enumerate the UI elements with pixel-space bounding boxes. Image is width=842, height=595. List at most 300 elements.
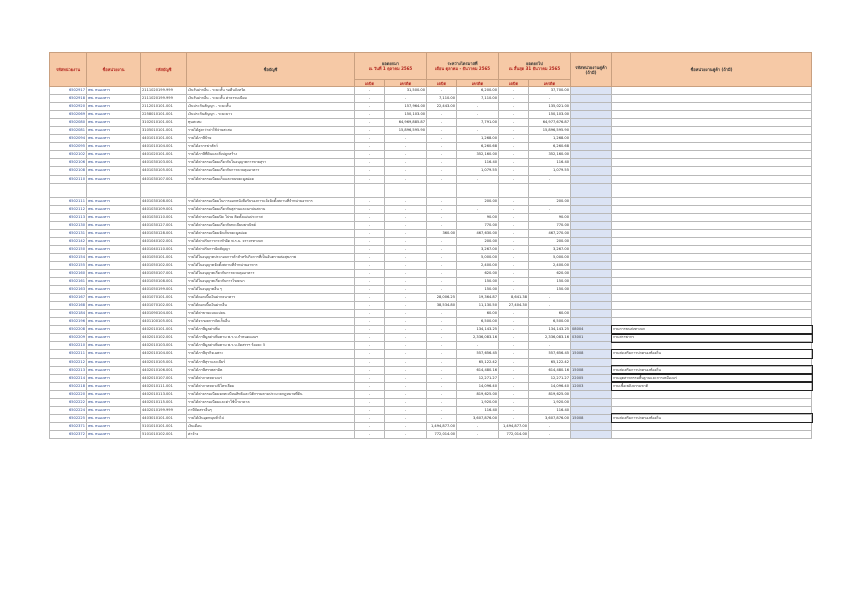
movement-debit-cell: - bbox=[427, 342, 457, 350]
opening-credit-cell: 31,500.00 bbox=[385, 87, 427, 95]
account-code-cell: 4402010111.001 bbox=[141, 382, 187, 390]
unit-name-cell: พพ. หนองหาร bbox=[87, 382, 141, 390]
partner-name-cell bbox=[612, 398, 812, 406]
movement-debit-cell: - bbox=[427, 87, 457, 95]
table-row bbox=[50, 205, 812, 213]
table-row bbox=[50, 414, 812, 422]
account-name-cell: รายได้ค่าธรรมเนียมในการออกหนังสือรับรองการแจ้งจัดตั้งสถานที่จำหน่ายอาหาร bbox=[187, 197, 355, 205]
account-code-cell: 4401040110.001 bbox=[141, 245, 187, 253]
account-name-cell: รายได้ค่าธรรมเนียมจัดเก็บขยะมูลฝอย bbox=[187, 229, 355, 237]
closing-credit-cell: - bbox=[529, 422, 571, 430]
account-name-cell: รายได้ดอกเบี้ยเงินฝากอื่น bbox=[187, 302, 355, 310]
account-code-cell: 4401030107.001 bbox=[141, 175, 187, 183]
partner-code-cell bbox=[571, 167, 612, 175]
account-name-cell: รายได้ค่าธรรมเนียมเกี่ยวกับการควบคุมอาคาร bbox=[187, 167, 355, 175]
partner-code-cell bbox=[571, 310, 612, 318]
table-row bbox=[50, 382, 812, 390]
account-code-cell: 4401070102.001 bbox=[141, 302, 187, 310]
partner-code-cell bbox=[571, 358, 612, 366]
unit-name-cell: พพ. หนองหาร bbox=[87, 342, 141, 350]
opening-credit-cell: - bbox=[385, 350, 427, 358]
opening-credit-cell: 15,896,595.90 bbox=[385, 127, 427, 135]
closing-credit-cell: 6,500.00 bbox=[529, 318, 571, 326]
partner-name-cell bbox=[612, 342, 812, 350]
closing-debit-cell: - bbox=[499, 175, 529, 183]
account-code-cell bbox=[141, 183, 187, 197]
unit-code-cell: 6502210 bbox=[50, 342, 87, 350]
table-row bbox=[50, 269, 812, 277]
table-row bbox=[50, 111, 812, 119]
account-name-cell: รายได้ภาษีธุรกิจเฉพาะ bbox=[187, 350, 355, 358]
closing-debit-cell: - bbox=[499, 87, 529, 95]
unit-name-cell: พพ. หนองหาร bbox=[87, 95, 141, 103]
partner-code-cell: 22005 bbox=[571, 374, 612, 382]
opening-debit-cell: - bbox=[355, 302, 385, 310]
unit-name-cell: พพ. หนองหาร bbox=[87, 414, 141, 422]
partner-code-cell: 08004 bbox=[571, 326, 612, 334]
partner-code-cell bbox=[571, 111, 612, 119]
movement-credit-cell: - bbox=[457, 342, 499, 350]
account-name-cell: เงินรับฝากอื่น - ระยะสั้น รอคืนจังหวัด bbox=[187, 87, 355, 95]
header-closing bbox=[499, 53, 571, 80]
movement-credit-cell: 614,480.16 bbox=[457, 366, 499, 374]
table-row bbox=[50, 350, 812, 358]
closing-credit-cell: 3,607,876.00 bbox=[529, 414, 571, 422]
opening-debit-cell: - bbox=[355, 326, 385, 334]
header-closing-period: ณ สิ้นสุด 31 ธันวาคม 2565 bbox=[508, 66, 561, 71]
movement-credit-cell: 2,400.00 bbox=[457, 261, 499, 269]
unit-code-cell: 6502918 bbox=[50, 95, 87, 103]
unit-name-cell: พพ. หนองหาร bbox=[87, 127, 141, 135]
movement-debit-cell: - bbox=[427, 358, 457, 366]
closing-debit-cell: - bbox=[499, 221, 529, 229]
account-name-cell: เงินเดือน bbox=[187, 422, 355, 430]
movement-credit-cell: 1,268.00 bbox=[457, 135, 499, 143]
unit-name-cell: พพ. หนองหาร bbox=[87, 103, 141, 111]
unit-name-cell: พพ. หนองหาร bbox=[87, 310, 141, 318]
account-code-cell: 2111020199.999 bbox=[141, 87, 187, 95]
account-code-cell: 4401100105.001 bbox=[141, 318, 187, 326]
account-code-cell: 4401050199.001 bbox=[141, 286, 187, 294]
closing-debit-cell: - bbox=[499, 366, 529, 374]
unit-code-cell: 6502917 bbox=[50, 87, 87, 95]
unit-code-cell: 6502218 bbox=[50, 382, 87, 390]
movement-debit-cell: - bbox=[427, 253, 457, 261]
movement-credit-cell: 116.40 bbox=[457, 159, 499, 167]
unit-name-cell: พพ. หนองหาร bbox=[87, 350, 141, 358]
account-name-cell: รายได้ใบอนุญาตเกี่ยวกับการควบคุมอาคาร bbox=[187, 269, 355, 277]
account-name-cell: ภาษีจัดสรรอื่นๆ bbox=[187, 406, 355, 414]
movement-debit-cell: - bbox=[427, 398, 457, 406]
unit-name-cell: พพ. หนองหาร bbox=[87, 294, 141, 302]
movement-debit-cell: - bbox=[427, 245, 457, 253]
table-row bbox=[50, 245, 812, 253]
account-name-cell: รายได้ค่าปรับการผิดสัญญา bbox=[187, 245, 355, 253]
partner-name-cell bbox=[612, 390, 812, 398]
unit-code-cell: 6502102 bbox=[50, 151, 87, 159]
header-unit-code: รหัสหน่วยงาน bbox=[50, 53, 87, 87]
closing-debit-cell: - bbox=[499, 398, 529, 406]
opening-credit-cell: - bbox=[385, 261, 427, 269]
account-name-cell: รายได้ภาษีมูลค่าเพิ่มตาม พ.ร.บ.กำหนดแผนฯ bbox=[187, 334, 355, 342]
closing-debit-cell: - bbox=[499, 159, 529, 167]
opening-credit-cell: 157,964.00 bbox=[385, 103, 427, 111]
unit-name-cell: พพ. หนองหาร bbox=[87, 167, 141, 175]
account-name-cell: ทุนสะสม bbox=[187, 119, 355, 127]
account-name-cell: รายได้ค่าธรรมเนียมเกี่ยวกับทะเบียนพาณิชย์ bbox=[187, 221, 355, 229]
closing-credit-cell: 1,268.00 bbox=[529, 135, 571, 143]
movement-debit-cell: - bbox=[427, 111, 457, 119]
movement-credit-cell: 7,791.00 bbox=[457, 119, 499, 127]
closing-credit-cell: 770.00 bbox=[529, 221, 571, 229]
opening-debit-cell: - bbox=[355, 95, 385, 103]
closing-debit-cell: - bbox=[499, 318, 529, 326]
opening-debit-cell bbox=[355, 183, 385, 197]
closing-debit-cell: - bbox=[499, 151, 529, 159]
unit-name-cell: พพ. หนองหาร bbox=[87, 406, 141, 414]
opening-credit-cell: - bbox=[385, 167, 427, 175]
movement-debit-cell: - bbox=[427, 167, 457, 175]
closing-debit-cell: - bbox=[499, 286, 529, 294]
opening-credit-cell: - bbox=[385, 159, 427, 167]
opening-debit-cell: - bbox=[355, 245, 385, 253]
unit-name-cell: พพ. หนองหาร bbox=[87, 358, 141, 366]
table-row bbox=[50, 135, 812, 143]
unit-name-cell: พพ. หนองหาร bbox=[87, 253, 141, 261]
opening-debit-cell: - bbox=[355, 229, 385, 237]
account-name-cell: รายได้ภาษีสรรพสามิต bbox=[187, 366, 355, 374]
closing-credit-cell: - bbox=[529, 430, 571, 438]
partner-code-cell bbox=[571, 286, 612, 294]
movement-debit-cell: - bbox=[427, 326, 457, 334]
closing-debit-cell: - bbox=[499, 310, 529, 318]
closing-debit-cell: - bbox=[499, 95, 529, 103]
opening-debit-cell: - bbox=[355, 374, 385, 382]
opening-credit-cell: - bbox=[385, 253, 427, 261]
account-name-cell: รายได้ใบอนุญาตอื่น ๆ bbox=[187, 286, 355, 294]
opening-debit-cell: - bbox=[355, 286, 385, 294]
closing-debit-cell: - bbox=[499, 406, 529, 414]
unit-name-cell: พพ. หนองหาร bbox=[87, 143, 141, 151]
opening-credit-cell: - bbox=[385, 422, 427, 430]
account-name-cell: รายได้อากรฆ่าสัตว์ bbox=[187, 143, 355, 151]
partner-name-cell bbox=[612, 111, 812, 119]
unit-name-cell: พพ. หนองหาร bbox=[87, 398, 141, 406]
movement-credit-cell: 90.00 bbox=[457, 213, 499, 221]
account-code-cell: 5101010101.001 bbox=[141, 422, 187, 430]
account-code-cell: 4401090104.001 bbox=[141, 310, 187, 318]
opening-debit-cell: - bbox=[355, 398, 385, 406]
partner-name-cell bbox=[612, 103, 812, 111]
opening-debit-cell: - bbox=[355, 197, 385, 205]
opening-debit-cell: - bbox=[355, 310, 385, 318]
header-opening bbox=[355, 53, 427, 80]
partner-name-cell bbox=[612, 95, 812, 103]
opening-debit-cell: - bbox=[355, 151, 385, 159]
movement-debit-cell: - bbox=[427, 350, 457, 358]
partner-code-cell bbox=[571, 151, 612, 159]
closing-credit-cell: 64,977,676.87 bbox=[529, 119, 571, 127]
unit-name-cell: พพ. หนองหาร bbox=[87, 422, 141, 430]
partner-name-cell: กรมสรรพากร bbox=[612, 334, 812, 342]
opening-credit-cell: - bbox=[385, 95, 427, 103]
partner-code-cell bbox=[571, 390, 612, 398]
account-code-cell: 4401010101.001 bbox=[141, 135, 187, 143]
closing-credit-cell: - bbox=[529, 302, 571, 310]
closing-debit-cell: - bbox=[499, 167, 529, 175]
unit-name-cell: พพ. หนองหาร bbox=[87, 229, 141, 237]
closing-credit-cell: 150,103.00 bbox=[529, 111, 571, 119]
opening-debit-cell: - bbox=[355, 358, 385, 366]
unit-code-cell: 6502167 bbox=[50, 294, 87, 302]
closing-debit-cell: - bbox=[499, 253, 529, 261]
header-opening-debit: เดบิต bbox=[355, 80, 385, 87]
partner-name-cell: กรมส่งเสริมการปกครองท้องถิ่น bbox=[612, 350, 812, 358]
movement-debit-cell: - bbox=[427, 310, 457, 318]
unit-code-cell: 6502209 bbox=[50, 334, 87, 342]
movement-credit-cell: 65,122.42 bbox=[457, 358, 499, 366]
closing-credit-cell: 65,122.42 bbox=[529, 358, 571, 366]
closing-credit-cell: - bbox=[529, 342, 571, 350]
unit-name-cell: พพ. หนองหาร bbox=[87, 197, 141, 205]
header-movement-credit: เครดิต bbox=[457, 80, 499, 87]
closing-credit-cell: 12,271.27 bbox=[529, 374, 571, 382]
movement-debit-cell: - bbox=[427, 127, 457, 135]
opening-debit-cell: - bbox=[355, 382, 385, 390]
unit-name-cell: พพ. หนองหาร bbox=[87, 318, 141, 326]
partner-name-cell: กรมส่งเสริมการปกครองท้องถิ่น bbox=[612, 414, 812, 422]
account-code-cell: 4401050108.001 bbox=[141, 278, 187, 286]
opening-credit-cell: - bbox=[385, 358, 427, 366]
closing-credit-cell: 6,260.68 bbox=[529, 143, 571, 151]
header-account-code: รหัสบัญชี bbox=[141, 53, 187, 87]
account-name-cell: รายได้ใบอนุญาตจัดตั้งสถานที่จำหน่ายอาหาร bbox=[187, 261, 355, 269]
account-name-cell: รายได้ภาษีที่ดินและสิ่งปลูกสร้าง bbox=[187, 151, 355, 159]
movement-debit-cell: - bbox=[427, 334, 457, 342]
partner-name-cell: กรมอุตสาหกรรมพื้นฐานและการเหมืองแร่ bbox=[612, 374, 812, 382]
unit-code-cell bbox=[50, 183, 87, 197]
partner-name-cell bbox=[612, 286, 812, 294]
closing-debit-cell: - bbox=[499, 127, 529, 135]
opening-debit-cell: - bbox=[355, 205, 385, 213]
account-name-cell: เงินประกันสัญญา - ระยะยาว bbox=[187, 111, 355, 119]
partner-code-cell: 12003 bbox=[571, 382, 612, 390]
opening-credit-cell: - bbox=[385, 382, 427, 390]
table-row bbox=[50, 127, 812, 135]
closing-debit-cell: - bbox=[499, 237, 529, 245]
account-code-cell: 4401030127.001 bbox=[141, 221, 187, 229]
movement-debit-cell: - bbox=[427, 278, 457, 286]
closing-debit-cell bbox=[499, 183, 529, 197]
partner-name-cell bbox=[612, 310, 812, 318]
closing-debit-cell: - bbox=[499, 334, 529, 342]
account-name-cell: รายได้ภาษีสุราและเบียร์ bbox=[187, 358, 355, 366]
movement-credit-cell: 2,336,083.16 bbox=[457, 334, 499, 342]
account-name-cell: รายได้ภาษีป้าย bbox=[187, 135, 355, 143]
movement-debit-cell: - bbox=[427, 406, 457, 414]
account-code-cell: 4401030103.001 bbox=[141, 159, 187, 167]
account-name-cell: ค่าจ้าง bbox=[187, 430, 355, 438]
movement-credit-cell: 352,160.00 bbox=[457, 151, 499, 159]
opening-debit-cell: - bbox=[355, 261, 385, 269]
opening-credit-cell: - bbox=[385, 205, 427, 213]
account-name-cell: รายได้ใบอนุญาตเกี่ยวกับการโฆษณา bbox=[187, 278, 355, 286]
closing-debit-cell: 1,494,877.00 bbox=[499, 422, 529, 430]
closing-credit-cell: 1,079.55 bbox=[529, 167, 571, 175]
table-row bbox=[50, 334, 812, 342]
opening-credit-cell: - bbox=[385, 318, 427, 326]
movement-debit-cell: - bbox=[427, 269, 457, 277]
account-code-cell: 4403010101.001 bbox=[141, 414, 187, 422]
account-code-cell: 4401050102.001 bbox=[141, 261, 187, 269]
unit-name-cell bbox=[87, 183, 141, 197]
movement-debit-cell: - bbox=[427, 286, 457, 294]
movement-credit-cell: 770.00 bbox=[457, 221, 499, 229]
unit-code-cell: 6502130 bbox=[50, 221, 87, 229]
closing-debit-cell: - bbox=[499, 382, 529, 390]
opening-debit-cell: - bbox=[355, 87, 385, 95]
closing-debit-cell: - bbox=[499, 269, 529, 277]
opening-credit-cell: - bbox=[385, 286, 427, 294]
movement-credit-cell: 5,000.00 bbox=[457, 253, 499, 261]
movement-debit-cell: - bbox=[427, 414, 457, 422]
partner-code-cell bbox=[571, 278, 612, 286]
unit-code-cell: 6502224 bbox=[50, 406, 87, 414]
opening-credit-cell: 150,103.00 bbox=[385, 111, 427, 119]
opening-credit-cell: - bbox=[385, 213, 427, 221]
closing-credit-cell: 352,160.00 bbox=[529, 151, 571, 159]
movement-credit-cell: 134,143.25 bbox=[457, 326, 499, 334]
unit-code-cell: 6502184 bbox=[50, 310, 87, 318]
partner-name-cell bbox=[612, 197, 812, 205]
closing-credit-cell bbox=[529, 183, 571, 197]
partner-name-cell bbox=[612, 229, 812, 237]
closing-credit-cell: 135,021.00 bbox=[529, 103, 571, 111]
movement-debit-cell: 38,534.80 bbox=[427, 302, 457, 310]
movement-credit-cell: - bbox=[457, 430, 499, 438]
partner-code-cell bbox=[571, 87, 612, 95]
opening-debit-cell: - bbox=[355, 430, 385, 438]
movement-credit-cell: 1,079.55 bbox=[457, 167, 499, 175]
closing-credit-cell: 2,336,083.16 bbox=[529, 334, 571, 342]
partner-name-cell bbox=[612, 167, 812, 175]
unit-code-cell: 6502106 bbox=[50, 159, 87, 167]
unit-code-cell: 6502112 bbox=[50, 205, 87, 213]
movement-debit-cell: 22,443.00 bbox=[427, 103, 457, 111]
opening-credit-cell: - bbox=[385, 229, 427, 237]
movement-credit-cell bbox=[457, 183, 499, 197]
movement-credit-cell: 19,364.87 bbox=[457, 294, 499, 302]
movement-debit-cell: - bbox=[427, 390, 457, 398]
table-row bbox=[50, 229, 812, 237]
unit-name-cell: พพ. หนองหาร bbox=[87, 205, 141, 213]
closing-credit-cell: 60.00 bbox=[529, 310, 571, 318]
opening-debit-cell: - bbox=[355, 103, 385, 111]
closing-credit-cell: - bbox=[529, 205, 571, 213]
opening-debit-cell: - bbox=[355, 127, 385, 135]
account-name-cell: รายได้ค่าธรรมเนียมจดทะเบียนสิทธิและนิติกรรมตามประมวลกฎหมายที่ดิน bbox=[187, 390, 355, 398]
partner-code-cell bbox=[571, 430, 612, 438]
table-row bbox=[50, 237, 812, 245]
closing-credit-cell: 116.40 bbox=[529, 406, 571, 414]
account-name-cell: รายได้ค่าภาคหลวงปิโตรเลียม bbox=[187, 382, 355, 390]
opening-credit-cell: - bbox=[385, 374, 427, 382]
opening-credit-cell: - bbox=[385, 175, 427, 183]
partner-code-cell: 15008 bbox=[571, 414, 612, 422]
unit-code-cell: 6502110 bbox=[50, 175, 87, 183]
partner-code-cell bbox=[571, 318, 612, 326]
account-code-cell: 4402010102.001 bbox=[141, 334, 187, 342]
unit-name-cell: พพ. หนองหาร bbox=[87, 326, 141, 334]
table-row bbox=[50, 159, 812, 167]
partner-code-cell bbox=[571, 213, 612, 221]
opening-debit-cell: - bbox=[355, 318, 385, 326]
account-code-cell: 4401030109.001 bbox=[141, 205, 187, 213]
closing-debit-cell: - bbox=[499, 135, 529, 143]
unit-name-cell: พพ. หนองหาร bbox=[87, 237, 141, 245]
account-name-cell: รายได้ค่าปรับการกระทำผิด พ.ร.บ. จราจรทางบก bbox=[187, 237, 355, 245]
opening-credit-cell: - bbox=[385, 366, 427, 374]
unit-code-cell: 6502196 bbox=[50, 318, 87, 326]
opening-credit-cell: - bbox=[385, 398, 427, 406]
closing-debit-cell: - bbox=[499, 143, 529, 151]
table-row bbox=[50, 167, 812, 175]
unit-code-cell: 6502168 bbox=[50, 302, 87, 310]
movement-debit-cell: 1,494,877.00 bbox=[427, 422, 457, 430]
unit-code-cell: 6502150 bbox=[50, 245, 87, 253]
closing-debit-cell: - bbox=[499, 245, 529, 253]
unit-code-cell: 6502161 bbox=[50, 278, 87, 286]
closing-credit-cell: 1,920.00 bbox=[529, 398, 571, 406]
table-row bbox=[50, 221, 812, 229]
movement-debit-cell: 360.00 bbox=[427, 229, 457, 237]
unit-name-cell: พพ. หนองหาร bbox=[87, 366, 141, 374]
opening-credit-cell: - bbox=[385, 143, 427, 151]
partner-code-cell bbox=[571, 422, 612, 430]
partner-code-cell bbox=[571, 253, 612, 261]
partner-name-cell bbox=[612, 237, 812, 245]
account-name-cell bbox=[187, 183, 355, 197]
movement-credit-cell: 3,607,876.00 bbox=[457, 414, 499, 422]
closing-debit-cell: - bbox=[499, 197, 529, 205]
partner-code-cell bbox=[571, 294, 612, 302]
partner-name-cell bbox=[612, 159, 812, 167]
header-movement bbox=[427, 53, 499, 80]
table-row bbox=[50, 390, 812, 398]
unit-name-cell: พพ. หนองหาร bbox=[87, 213, 141, 221]
table-row bbox=[50, 151, 812, 159]
unit-code-cell: 6502094 bbox=[50, 135, 87, 143]
unit-name-cell: พพ. หนองหาร bbox=[87, 390, 141, 398]
closing-debit-cell: - bbox=[499, 414, 529, 422]
partner-code-cell bbox=[571, 237, 612, 245]
table-row bbox=[50, 366, 812, 374]
trial-balance-sheet bbox=[49, 52, 811, 439]
unit-code-cell: 6502372 bbox=[50, 430, 87, 438]
opening-credit-cell: - bbox=[385, 430, 427, 438]
opening-credit-cell: - bbox=[385, 237, 427, 245]
unit-name-cell: พพ. หนองหาร bbox=[87, 278, 141, 286]
unit-name-cell: พพ. หนองหาร bbox=[87, 269, 141, 277]
movement-credit-cell: 557,656.45 bbox=[457, 350, 499, 358]
movement-credit-cell: 6,500.00 bbox=[457, 318, 499, 326]
unit-name-cell: พพ. หนองหาร bbox=[87, 151, 141, 159]
unit-name-cell: พพ. หนองหาร bbox=[87, 334, 141, 342]
table-row bbox=[50, 302, 812, 310]
closing-credit-cell: 2,400.00 bbox=[529, 261, 571, 269]
opening-credit-cell: - bbox=[385, 414, 427, 422]
partner-code-cell bbox=[571, 175, 612, 183]
